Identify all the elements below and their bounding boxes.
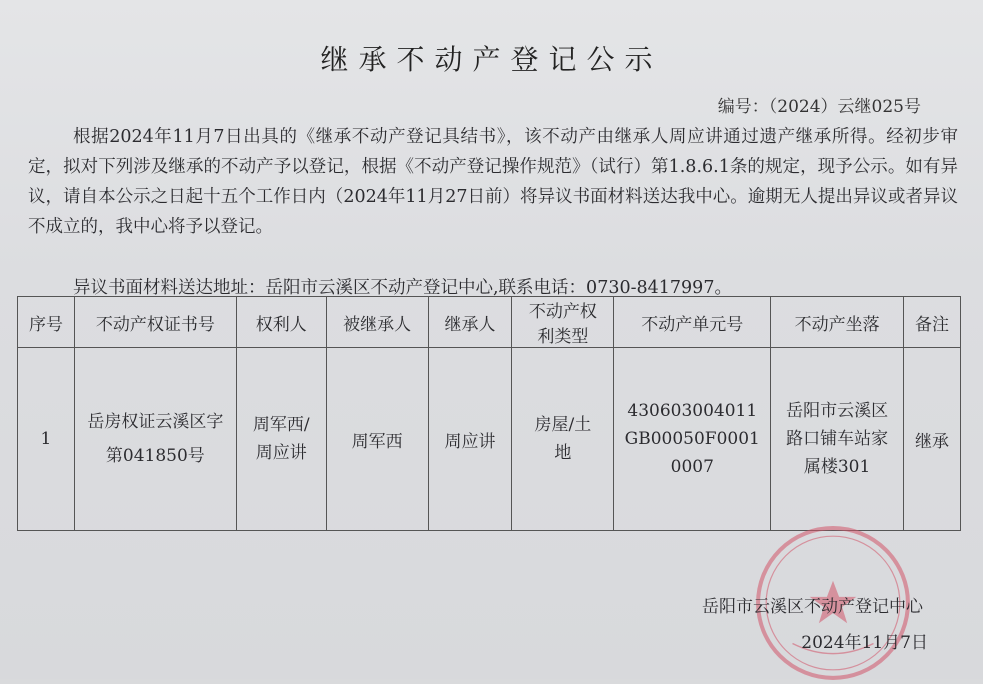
- header-right-type: 不动产权利类型: [512, 297, 614, 348]
- header-unit-no: 不动产单元号: [614, 297, 771, 348]
- document-title: 继承不动产登记公示: [320, 43, 663, 76]
- table-row: [18, 348, 961, 531]
- cell-right-type: 房屋/土地: [512, 348, 614, 531]
- cell-unit-no: 430603004011GB00050F00010007: [614, 348, 771, 531]
- property-table: [17, 296, 961, 531]
- body-paragraph: 根据2024年11月7日出具的《继承不动产登记具结书》，该不动产由继承人周应讲通过遗产继承所得。经初步审定，拟对下列涉及继承的不动产予以登记，根据《不动产登记操作规范》（试行）第1.8.6.1条的规定，现予公示。如有异议，请自本公示之日起十五个工作日内（2024年11月27日前）将异议书面材料送达我中心。逾期无人提出异议或者异议不成立的，我中心将予以登记。: [28, 127, 958, 237]
- cell-remark: 继承: [904, 348, 961, 531]
- issue-date: 2024年11月7日: [801, 633, 928, 653]
- cell-seq: 1: [18, 348, 75, 531]
- issuing-organization: 岳阳市云溪区不动产登记中心: [702, 597, 923, 617]
- objection-address: 异议书面材料送达地址：岳阳市云溪区不动产登记中心,联系电话：0730-8417997。: [73, 278, 732, 298]
- cell-location: 岳阳市云溪区路口铺车站家属楼301: [771, 348, 904, 531]
- header-cert-no: 不动产权证书号: [74, 297, 236, 348]
- header-location: 不动产坐落: [771, 297, 904, 348]
- cell-decedent: 周军西: [326, 348, 428, 531]
- cell-right-holder: 周军西/周应讲: [236, 348, 326, 531]
- cell-heir: 周应讲: [428, 348, 512, 531]
- header-decedent: 被继承人: [326, 297, 428, 348]
- header-heir: 继承人: [428, 297, 512, 348]
- document-number: 编号：（2024）云继025号: [717, 97, 921, 117]
- header-right-holder: 权利人: [236, 297, 326, 348]
- cell-cert-no: 岳房权证云溪区字第041850号: [74, 348, 236, 531]
- header-seq: 序号: [18, 297, 75, 348]
- header-remark: 备注: [904, 297, 961, 348]
- table-header-row: [18, 297, 961, 348]
